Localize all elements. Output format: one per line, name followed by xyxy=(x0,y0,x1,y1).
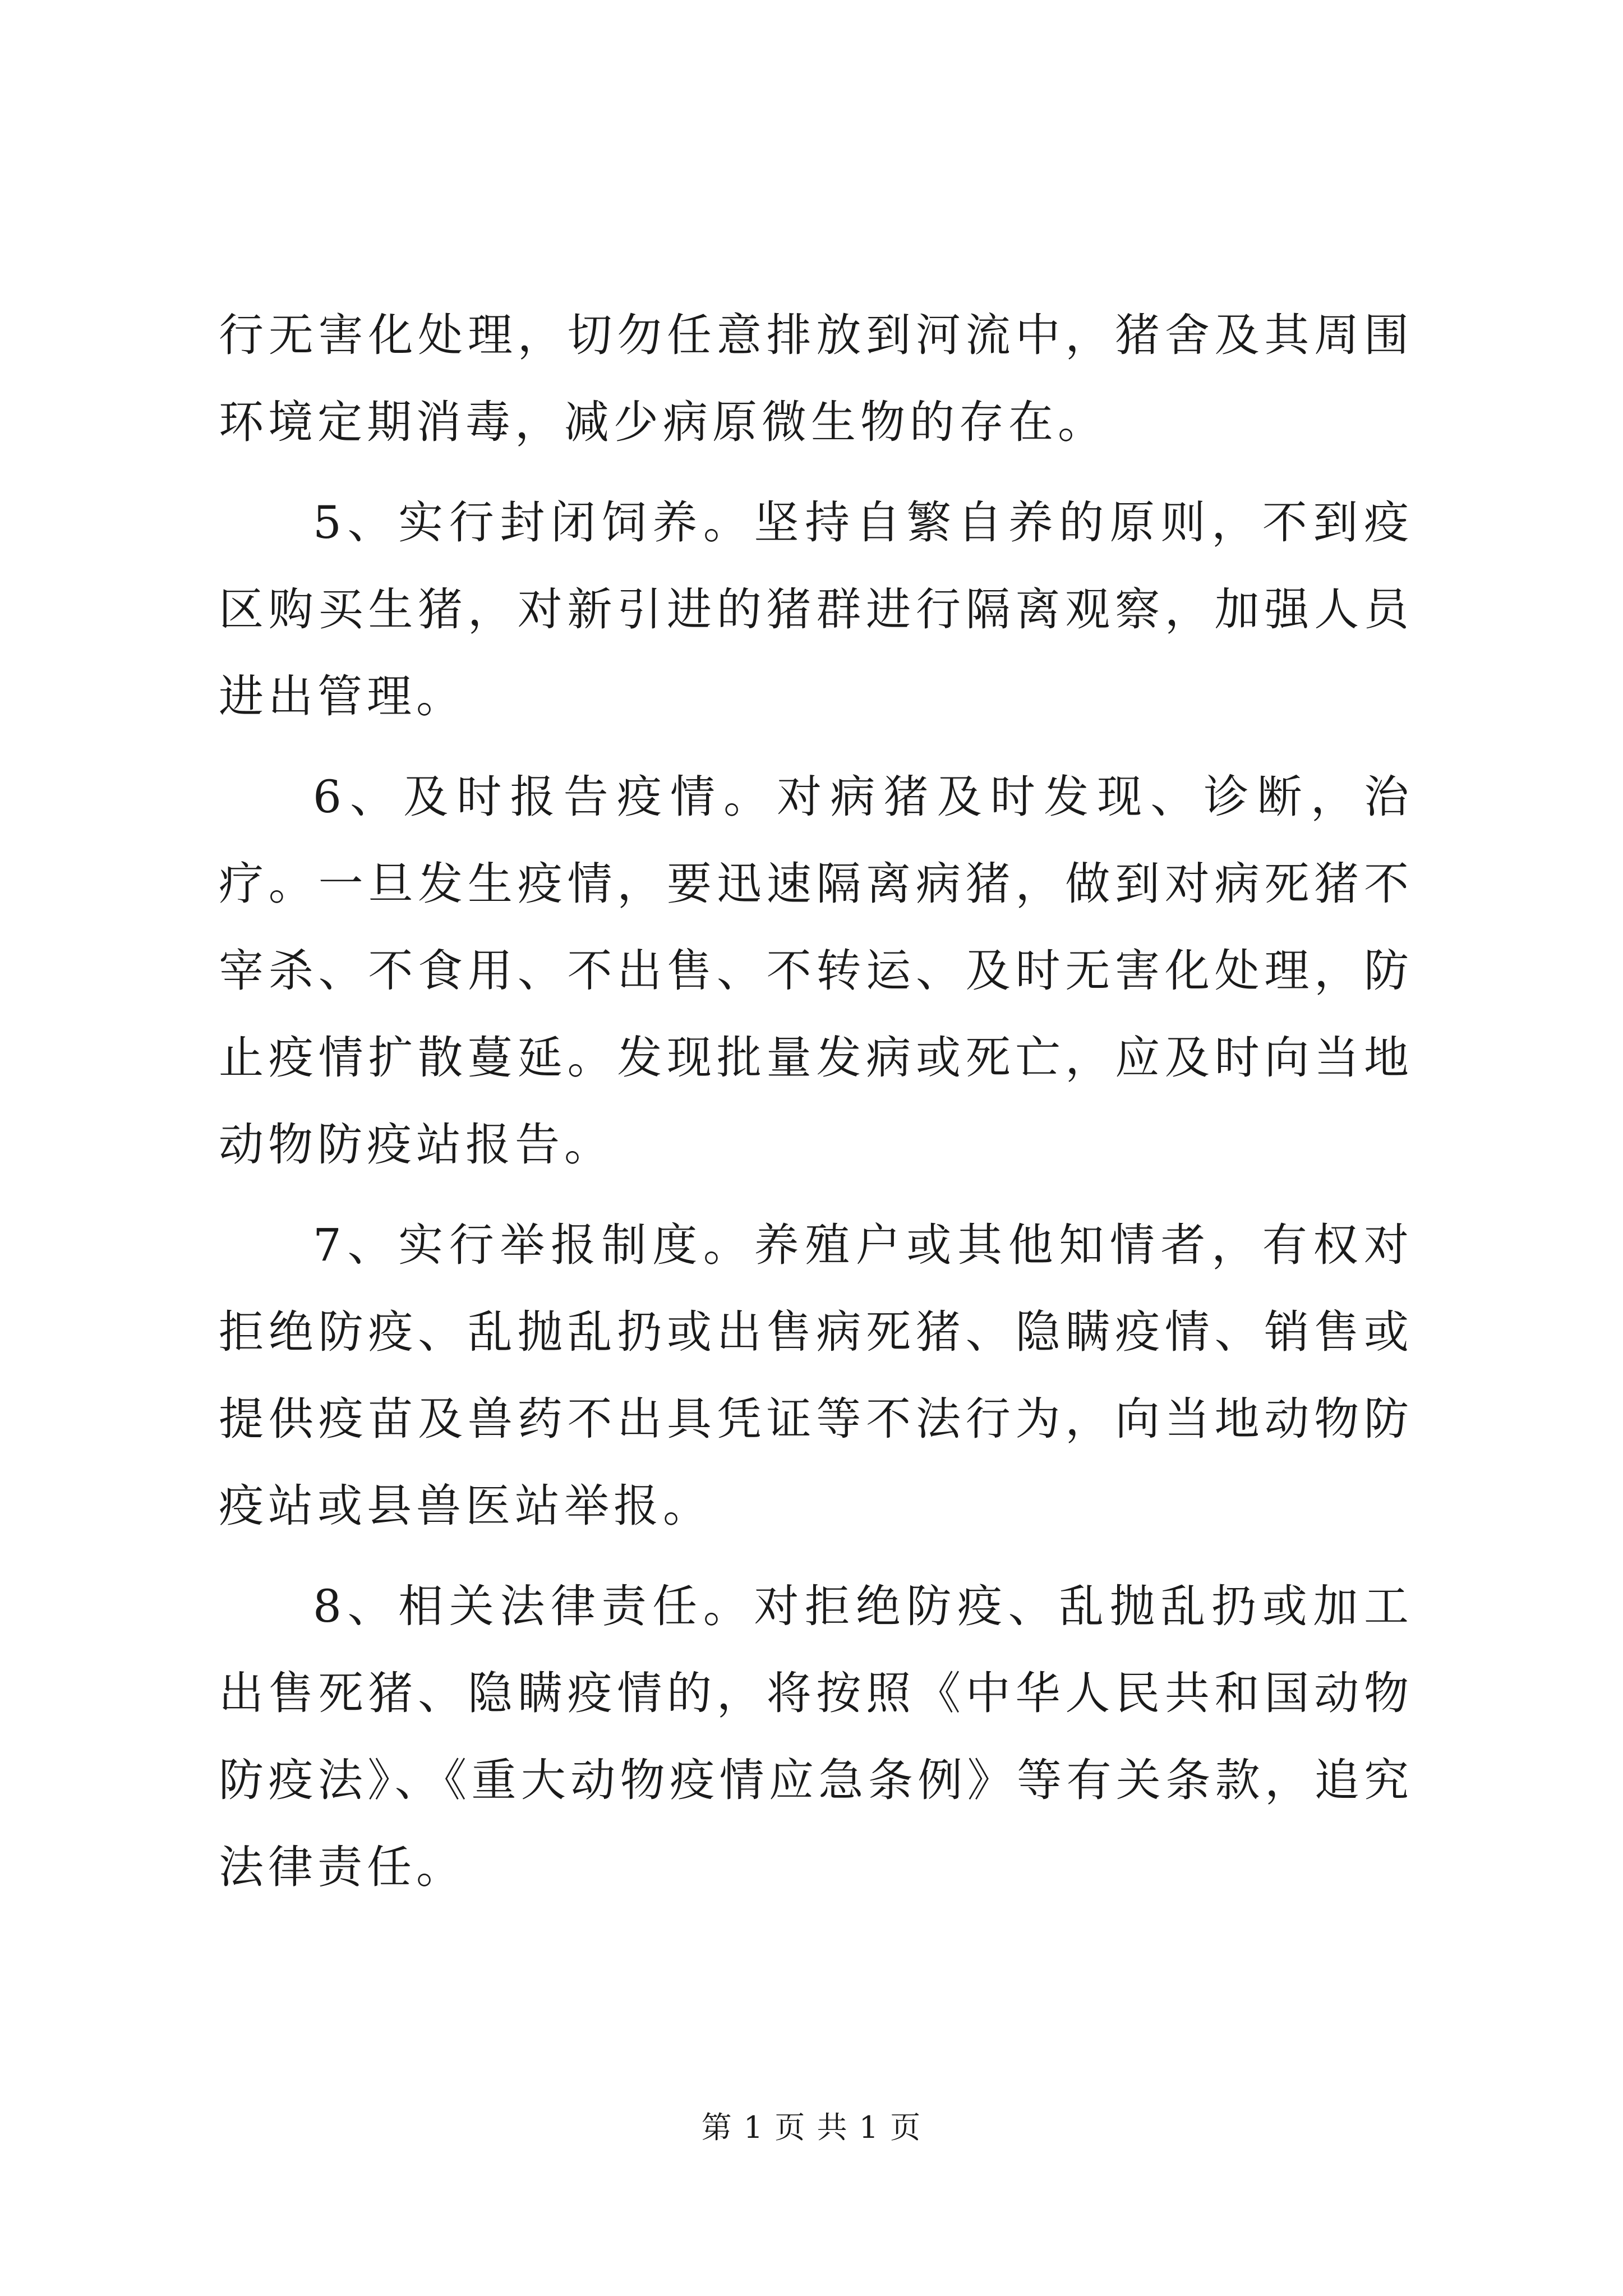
paragraph-item-7: 7、实行举报制度。养殖户或其他知情者，有权对拒绝防疫、乱抛乱扔或出售病死猪、隐瞒疫情、销售或提供疫苗及兽药不出具凭证等不法行为，向当地动物防疫站或县兽医站举报。 xyxy=(219,1219,1413,1532)
paragraph-item-5: 5、实行封闭饲养。坚持自繁自养的原则，不到疫区购买生猪，对新引进的猪群进行隔离观察，加强人员进出管理。 xyxy=(219,496,1413,723)
paragraph-continuation: 行无害化处理，切勿任意排放到河流中，猪舍及其周围环境定期消毒，减少病原微生物的存在。 xyxy=(219,309,1413,448)
paragraph-item-6: 6、及时报告疫情。对病猪及时发现、诊断，治疗。一旦发生疫情，要迅速隔离病猪，做到对病死猪不宰杀、不食用、不出售、不转运、及时无害化处理，防止疫情扩散蔓延。发现批量发病或死亡，应及时向当地动物防疫站报告。 xyxy=(219,771,1413,1171)
page-number-label: 第 1 页 共 1 页 xyxy=(701,2110,922,2145)
page-footer xyxy=(0,2104,1623,2147)
paragraph-item-8: 8、相关法律责任。对拒绝防疫、乱抛乱扔或加工出售死猪、隐瞒疫情的，将按照《中华人民共和国动物防疫法》、《重大动物疫情应急条例》等有关条款，追究法律责任。 xyxy=(219,1580,1413,1893)
document-body xyxy=(219,292,1413,1924)
